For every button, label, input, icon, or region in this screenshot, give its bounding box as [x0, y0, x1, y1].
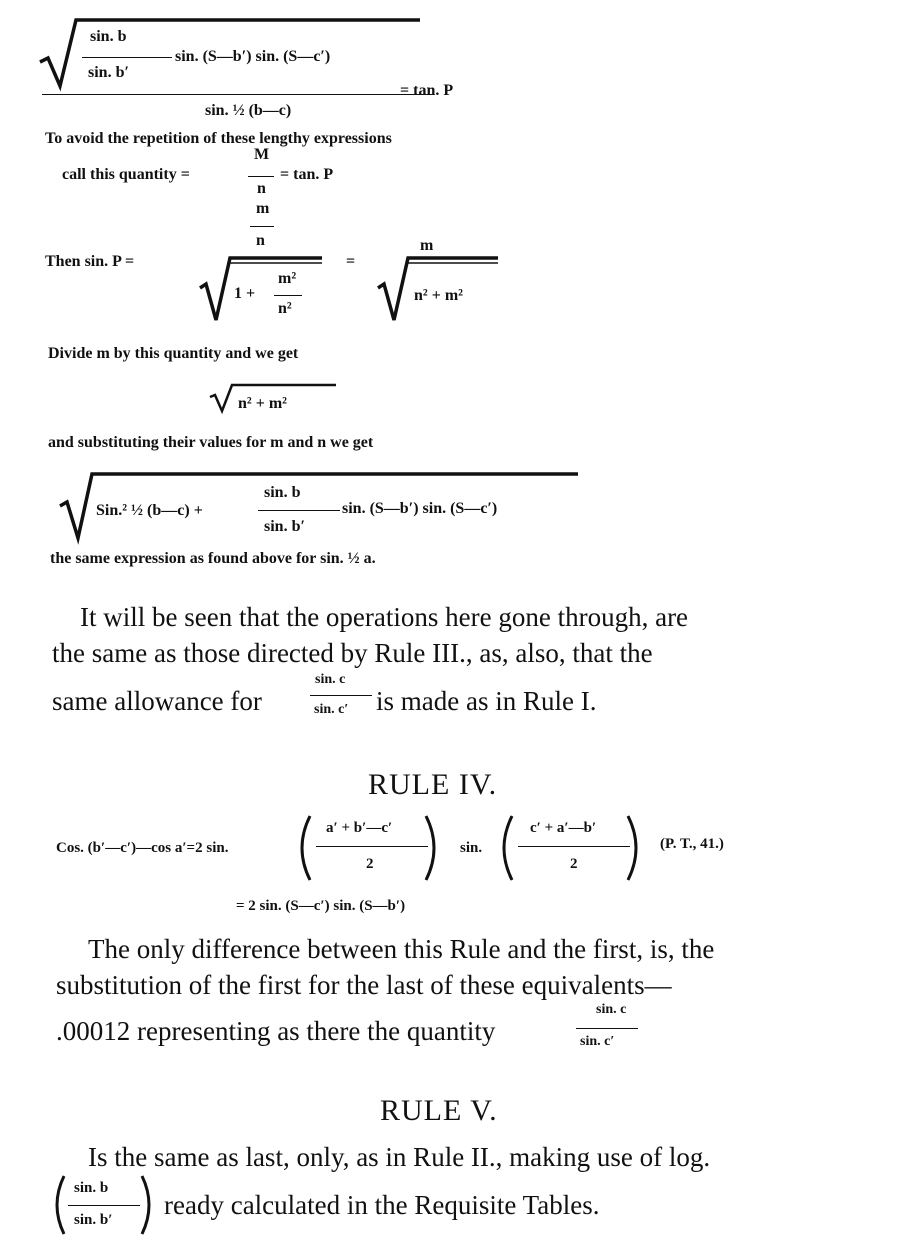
radical-sign-then-left: [200, 254, 325, 326]
rule4-lhs: Cos. (b′—c′)—cos a′=2 sin.: [56, 840, 229, 856]
para2-frac-den: sin. c′: [580, 1034, 615, 1049]
rule4-f1-den: 2: [366, 856, 374, 872]
block1-denominator: sin. ½ (b—c): [205, 102, 292, 119]
block2-num: sin. b: [264, 484, 301, 501]
rule4-f2-num: c′ + a′—b′: [530, 820, 597, 836]
call-bar: [248, 176, 274, 177]
text-call: call this quantity =: [62, 166, 190, 183]
rule5-frac-den: sin. b′: [74, 1212, 113, 1228]
simple-rad-content: n² + m²: [238, 395, 287, 412]
rule4-f2-bar: [518, 846, 630, 847]
call-num: M: [254, 146, 270, 163]
rule5-line2: ready calculated in the Requisite Tables.: [164, 1190, 600, 1220]
then-inner-prefix: 1 +: [234, 285, 256, 302]
block2-den: sin. b′: [264, 518, 305, 535]
block2-factor: sin. (S—b′) sin. (S—c′): [342, 500, 498, 517]
block1-factor: sin. (S—b′) sin. (S—c′): [175, 48, 331, 65]
para1-frac-bar: [310, 695, 372, 696]
rule5-frac-num: sin. b: [74, 1180, 109, 1196]
text-avoid: To avoid the repetition of these lengthy expressions: [45, 130, 392, 147]
call-den: n: [257, 180, 266, 197]
then-equals: =: [346, 253, 356, 270]
then-outer-den: n: [256, 232, 265, 249]
then-inner-bar: [274, 295, 302, 296]
para1-line3-post: is made as in Rule I.: [376, 686, 597, 716]
then-lead: Then sin. P =: [45, 253, 135, 270]
rule4-mid: sin.: [460, 840, 483, 856]
rule5-line1: Is the same as last, only, as in Rule II., making use of log.: [88, 1142, 711, 1172]
text-same-expression: the same expression as found above for sin. ½ a.: [50, 550, 376, 567]
block1-frac-bar: [82, 57, 172, 58]
call-tail: = tan. P: [280, 166, 334, 183]
rule4-heading: RULE IV.: [368, 768, 498, 801]
rule4-f1-num: a′ + b′—c′: [326, 820, 393, 836]
para1-line3-pre: same allowance for: [52, 686, 262, 716]
para2-frac-bar: [576, 1028, 638, 1029]
rule5-frac-bar: [68, 1205, 140, 1206]
para1-line2: the same as those directed by Rule III., as, also, that the: [52, 638, 653, 668]
para2-line1: The only difference between this Rule and the first, is, the: [88, 934, 715, 964]
text-subst: and substituting their values for m and n we get: [48, 434, 374, 451]
para1-frac-num: sin. c: [315, 672, 346, 687]
para2-line2: substitution of the first for the last of these equivalents—: [56, 970, 672, 1000]
then-outer-bar: [250, 226, 274, 227]
rule4-ref: (P. T., 41.): [660, 836, 724, 852]
para2-frac-num: sin. c: [596, 1002, 627, 1017]
then-inner-num: m²: [278, 270, 297, 287]
block2-prefix: Sin.² ½ (b—c) +: [96, 502, 203, 519]
rule4-line2: = 2 sin. (S—c′) sin. (S—b′): [236, 898, 406, 914]
para1-line1: It will be seen that the operations here gone through, are: [80, 602, 689, 632]
then-inner-den: n²: [278, 300, 292, 317]
para1-frac-den: sin. c′: [314, 702, 349, 717]
block1-result: = tan. P: [400, 82, 454, 99]
then-right-num: m: [420, 237, 434, 254]
rule4-f1-bar: [316, 846, 428, 847]
block1-main-bar: [42, 94, 432, 95]
rule5-heading: RULE V.: [380, 1094, 498, 1127]
rule4-f2-den: 2: [570, 856, 578, 872]
block1-den: sin. b′: [88, 64, 129, 81]
text-divide: Divide m by this quantity and we get: [48, 345, 299, 362]
then-outer-num: m: [256, 200, 270, 217]
para2-line3: .00012 representing as there the quantity: [56, 1016, 496, 1046]
block1-num: sin. b: [90, 28, 127, 45]
block2-frac-bar: [258, 510, 340, 511]
then-right-rad: n² + m²: [414, 287, 463, 304]
